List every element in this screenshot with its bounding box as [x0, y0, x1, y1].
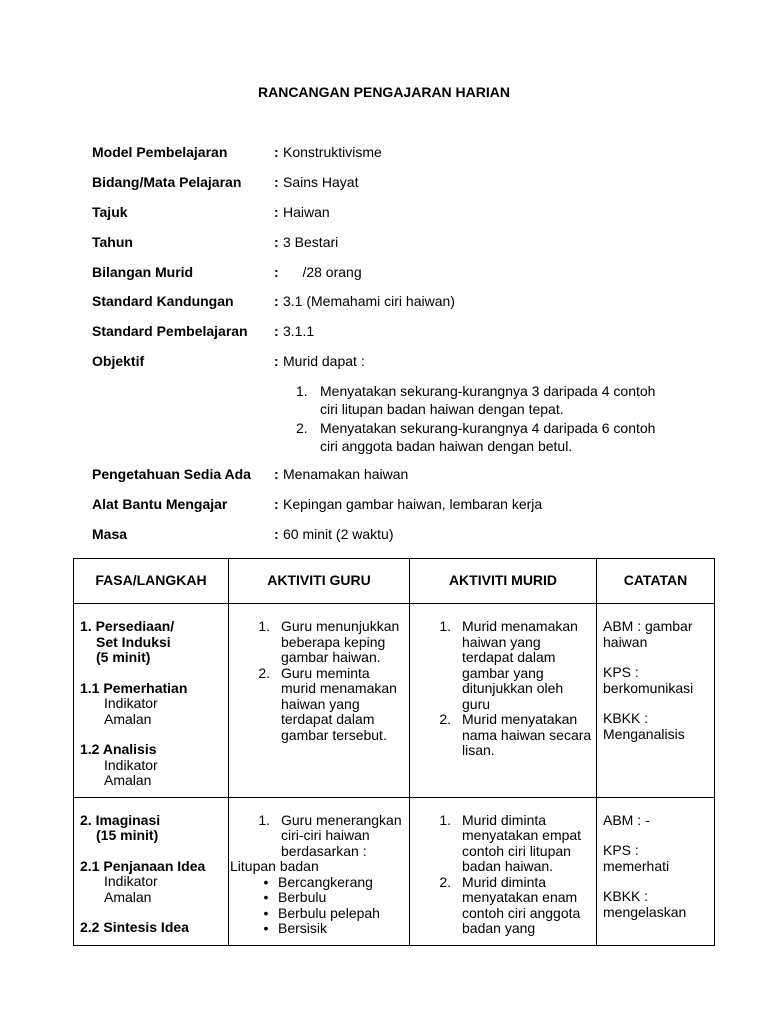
info-colon: :	[274, 293, 279, 309]
objective-number: 2.	[296, 420, 308, 436]
objectives-list	[296, 382, 696, 456]
kbkk-value: Menganalisis	[603, 725, 685, 742]
objective-number: 1.	[296, 383, 308, 399]
info-label: Model Pembelajaran	[92, 144, 228, 160]
kps-value: berkomunikasi	[603, 679, 694, 696]
header-aktiviti-guru: AKTIVITI GURU	[229, 559, 410, 604]
info-value: Konstruktivisme	[283, 144, 382, 160]
substage-indikator: Indikator	[104, 756, 158, 773]
stage-duration: (5 minit)	[96, 649, 151, 665]
list-item: 1. Murid menamakan haiwan yang terdapat dalam gambar yang ditunjukkan oleh guru	[439, 618, 578, 712]
info-row-pengetahuan-sedia-ada	[92, 466, 712, 486]
substage-amalan: Amalan	[104, 888, 152, 905]
info-colon: :	[274, 174, 279, 190]
substage-title: 1.2 Analisis	[80, 741, 157, 757]
list-item: 2. Guru meminta murid menamakan haiwan yang terdapat dalam gambar tersebut.	[258, 664, 397, 743]
list-item: 1. Murid diminta menyatakan empat contoh ciri litupan badan haiwan.	[439, 811, 582, 874]
guru-activity-cell	[229, 797, 410, 945]
bullet-item: • Berbulu	[263, 889, 327, 905]
bullet-item: • Bercangkerang	[263, 873, 373, 890]
substage-title: 2.2 Sintesis Idea	[80, 919, 189, 935]
header-aktiviti-murid: AKTIVITI MURID	[410, 559, 597, 604]
info-value: Kepingan gambar haiwan, lembaran kerja	[283, 496, 543, 512]
info-row-standard-pembelajaran	[92, 323, 712, 343]
info-colon: :	[274, 526, 279, 542]
list-item: 1. Guru menerangkan ciri-ciri haiwan berdasarkan :	[258, 811, 402, 859]
header-catatan: CATATAN	[597, 559, 715, 604]
objective-item	[296, 382, 696, 418]
list-item: 2. Murid menyatakan nama haiwan secara lisan.	[439, 711, 592, 758]
substage-title: 2.1 Penjanaan Idea	[80, 857, 206, 874]
stage-title: 2. Imaginasi	[80, 811, 161, 828]
guru-activity-cell	[229, 604, 410, 798]
info-label: Pengetahuan Sedia Ada	[92, 466, 251, 482]
info-value: 3.1.1	[283, 323, 315, 339]
header-fasa: FASA/LANGKAH	[74, 559, 229, 604]
info-colon: :	[274, 264, 279, 280]
info-label: Standard Pembelajaran	[92, 323, 248, 339]
info-row-alat-bantu-mengajar	[92, 496, 712, 516]
info-label: Bidang/Mata Pelajaran	[92, 174, 242, 190]
stage-cell	[74, 797, 229, 945]
info-value: 3 Bestari	[283, 234, 339, 250]
info-label: Alat Bantu Mengajar	[92, 496, 228, 512]
info-row-tahun	[92, 234, 712, 254]
stage-cell	[74, 604, 229, 798]
info-row-bilangan-murid	[92, 264, 712, 284]
kps-label: KPS :	[603, 664, 639, 680]
info-label: Objektif	[92, 353, 145, 369]
info-label: Standard Kandungan	[92, 293, 234, 309]
kbkk-value: mengelaskan	[603, 903, 687, 920]
info-colon: :	[274, 353, 279, 369]
info-label: Tahun	[92, 234, 133, 250]
list-item: 2. Murid diminta menyatakan enam contoh ciri anggota badan yang	[439, 873, 581, 936]
document-title: RANCANGAN PENGAJARAN HARIAN	[257, 84, 510, 100]
info-colon: :	[274, 496, 279, 512]
info-colon: :	[274, 234, 279, 250]
abm-note: ABM : gambar haiwan	[603, 618, 693, 650]
stage-title: 1. Persediaan/	[80, 618, 175, 634]
guru-subheading: Litupan badan	[230, 858, 319, 874]
info-colon: :	[274, 466, 279, 482]
substage-indikator: Indikator	[104, 873, 158, 889]
kps-label: KPS :	[603, 842, 639, 858]
murid-activity-cell	[410, 604, 597, 798]
info-colon: :	[274, 323, 279, 339]
info-colon: :	[274, 204, 279, 220]
info-label: Bilangan Murid	[92, 264, 194, 280]
objective-item	[296, 419, 696, 455]
substage-indikator: Indikator	[104, 695, 158, 711]
table-row	[74, 604, 715, 798]
substage-amalan: Amalan	[104, 772, 152, 788]
stage-title: Set Induksi	[96, 633, 171, 650]
info-row-objektif	[92, 353, 712, 373]
info-row-masa	[92, 526, 712, 546]
info-row-model-pembelajaran	[92, 144, 712, 164]
table-row	[74, 797, 715, 945]
info-label: Masa	[92, 526, 128, 542]
info-value: /28 orang	[283, 264, 362, 280]
info-value: Sains Hayat	[283, 174, 359, 190]
kps-value: memerhati	[603, 857, 670, 874]
info-value: Murid dapat :	[283, 353, 365, 369]
kbkk-label: KBKK :	[603, 710, 649, 726]
substage-title: 1.1 Pemerhatian	[80, 679, 188, 696]
info-row-bidang-mata-pelajaran	[92, 174, 712, 194]
catatan-cell	[597, 797, 715, 945]
bullet-item: • Bersisik	[263, 920, 328, 936]
bullet-item: • Berbulu pelepah	[263, 904, 380, 921]
objective-text: Menyatakan sekurang-kurangnya 4 daripada 6 contoh ciri anggota badan haiwan dengan betul.	[320, 420, 656, 454]
objective-text: Menyatakan sekurang-kurangnya 3 daripada 4 contoh ciri litupan badan haiwan dengan tepat.	[320, 383, 656, 417]
info-value: Menamakan haiwan	[283, 466, 409, 482]
info-colon: :	[274, 144, 279, 160]
info-row-tajuk	[92, 204, 712, 224]
info-row-standard-kandungan	[92, 293, 712, 313]
murid-activity-cell	[410, 797, 597, 945]
info-label: Tajuk	[92, 204, 128, 220]
info-value: 3.1 (Memahami ciri haiwan)	[283, 293, 455, 309]
list-item: 1. Guru menunjukkan beberapa keping gambar haiwan.	[258, 618, 400, 665]
info-value: Haiwan	[283, 204, 330, 220]
lesson-table	[73, 558, 715, 946]
kbkk-label: KBKK :	[603, 888, 649, 904]
stage-duration: (15 minit)	[96, 827, 159, 843]
table-header-row	[74, 559, 715, 604]
substage-amalan: Amalan	[104, 710, 152, 727]
catatan-cell	[597, 604, 715, 798]
info-value: 60 minit (2 waktu)	[283, 526, 394, 542]
abm-note: ABM : -	[603, 811, 650, 828]
